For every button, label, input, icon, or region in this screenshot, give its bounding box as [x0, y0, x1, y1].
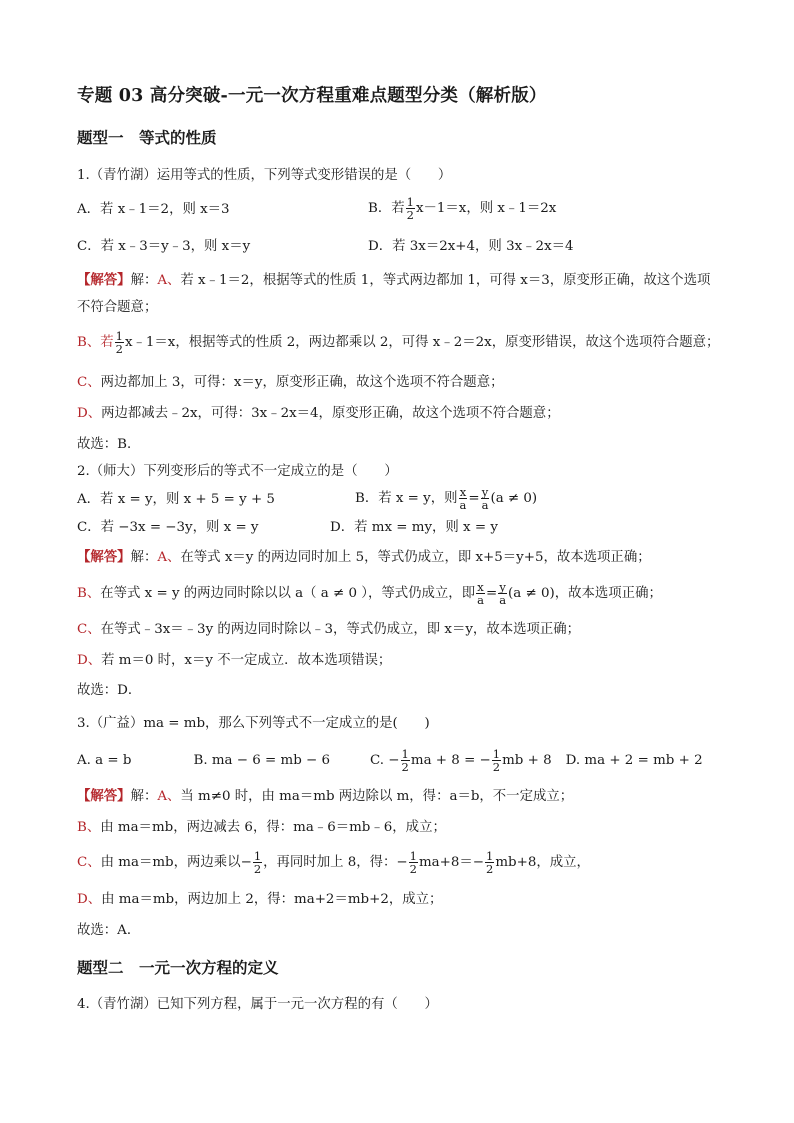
q3-answer-c: C、由 ma＝mb，两边乘以− $\frac{1}{2}$ ，再同时加上 8，得：− $\frac{1}{2}$ ma+8＝− $\frac{1}{2}$ mb+8，成立，	[77, 849, 590, 876]
q2-option-a: A．若 x = y，则 x + 5 = y + 5	[77, 492, 275, 507]
q3-option-d: D. ma + 2 = mb + 2	[565, 753, 703, 768]
q2-answer-c: C、在等式﹣3x＝﹣3y 的两边同时除以﹣3，等式仍成立，即 x＝y，故本选项正确；	[77, 622, 581, 637]
q3-option-c: C. − $\frac{1}{2}$ ma + 8 = − $\frac{1}{2}$ mb + 8	[370, 747, 552, 774]
q1-option-b	[368, 196, 556, 222]
q1-stem: 1.（青竹湖）运用等式的性质，下列等式变形错误的是（ ）	[77, 168, 452, 183]
q1-answer-line-2: 不符合题意；	[77, 300, 158, 315]
q2-option-d: D．若 mx = my，则 x = y	[330, 520, 498, 535]
q1-option-b-prefix: B．若	[368, 201, 405, 216]
q1-answer-d: D、两边都减去﹣2x，可得：3x﹣2x＝4，原变形正确，故这个选项不符合题意；	[77, 406, 560, 421]
page-title: 专题 03 高分突破-一元一次方程重难点题型分类（解析版）	[77, 86, 547, 106]
q1-option-b-suffix: x－1＝x，则 x﹣1＝2x	[415, 201, 557, 216]
q3-option-b: B. ma − 6 = mb − 6	[193, 753, 331, 768]
q3-stem: 3.（广益）ma = mb，那么下列等式不一定成立的是( )	[77, 716, 430, 731]
q2-option-b-fraction-2: $\frac{y}{a}$	[481, 485, 489, 512]
q3-answer-b: B、由 ma＝mb，两边减去 6，得：ma﹣6＝mb﹣6，成立；	[77, 820, 446, 835]
q2-answer-a: 【解答】解：A、在等式 x＝y 的两边同时加上 5，等式仍成立，即 x+5＝y+5，故本选项正确；	[77, 549, 651, 565]
q2-option-b: B．若 x = y，则 $\frac{x}{a}$ = $\frac{y}{a}$ (a ≠ 0)	[355, 485, 538, 512]
q3-options	[77, 748, 703, 774]
q3-answer-d: D、由 ma＝mb，两边加上 2，得：ma+2＝mb+2，成立；	[77, 892, 443, 907]
q2-answer-d: D、若 m＝0 时，x＝y 不一定成立．故本选项错误；	[77, 653, 392, 668]
q3-choice: 故选：A．	[77, 923, 141, 938]
section-heading-2: 题型二 一元一次方程的定义	[77, 958, 279, 977]
q1-option-d: D．若 3x＝2x+4，则 3x﹣2x＝4	[368, 239, 574, 254]
q2-answer-b-fraction-2: $\frac{y}{a}$	[499, 580, 507, 607]
q3-option-a: A. a = b	[77, 753, 132, 768]
q2-answer-b: B、在等式 x = y 的两边同时除以以 a（ a ≠ 0 ），等式仍成立，即 $\frac{x}{a}$ = $\frac{y}{a}$ (a ≠ 0)，故本选项正确；	[77, 580, 662, 607]
q1-answer-line-1: 【解答】解：A、若 x﹣1＝2，根据等式的性质 1，等式两边都加 1，可得 x＝3，原变形正确，故这个选项	[77, 272, 711, 288]
q3-answer-a: 【解答】解：A、当 m≠0 时，由 ma＝mb 两边除以 m，得：a＝b，不一定成立；	[77, 788, 574, 804]
q2-option-b-fraction-1: $\frac{x}{a}$	[459, 485, 467, 512]
answer-label: 【解答】	[77, 272, 131, 288]
q1-answer-c: C、两边都加上 3，可得：x＝y，原变形正确，故这个选项不符合题意；	[77, 375, 504, 390]
q2-answer-b-fraction-1: $\frac{x}{a}$	[477, 580, 484, 607]
q1-answer-b: B、若 $\frac{1}{2}$ x﹣1＝x，根据等式的性质 2，两边都乘以 2，可得 x﹣2＝2x，原变形错误，故这个选项符合题意；	[77, 329, 720, 356]
q1-option-c: C．若 x﹣3＝y﹣3，则 x＝y	[77, 239, 251, 254]
section-heading-1: 题型一 等式的性质	[77, 128, 217, 147]
q1-option-a: A．若 x﹣1＝2，则 x＝3	[77, 202, 230, 217]
q2-stem: 2.（师大）下列变形后的等式不一定成立的是（ ）	[77, 464, 398, 479]
q1-answer-b-fraction: $\frac{1}{2}$	[115, 329, 123, 356]
q1-option-b-fraction: $\frac{1}{2}$	[406, 195, 414, 222]
q2-choice: 故选：D．	[77, 683, 142, 698]
q2-option-c: C．若 −3x = −3y，则 x = y	[77, 520, 259, 535]
q1-choice: 故选：B．	[77, 437, 141, 452]
q4-stem: 4.（青竹湖）已知下列方程，属于一元一次方程的有（ ）	[77, 997, 438, 1012]
